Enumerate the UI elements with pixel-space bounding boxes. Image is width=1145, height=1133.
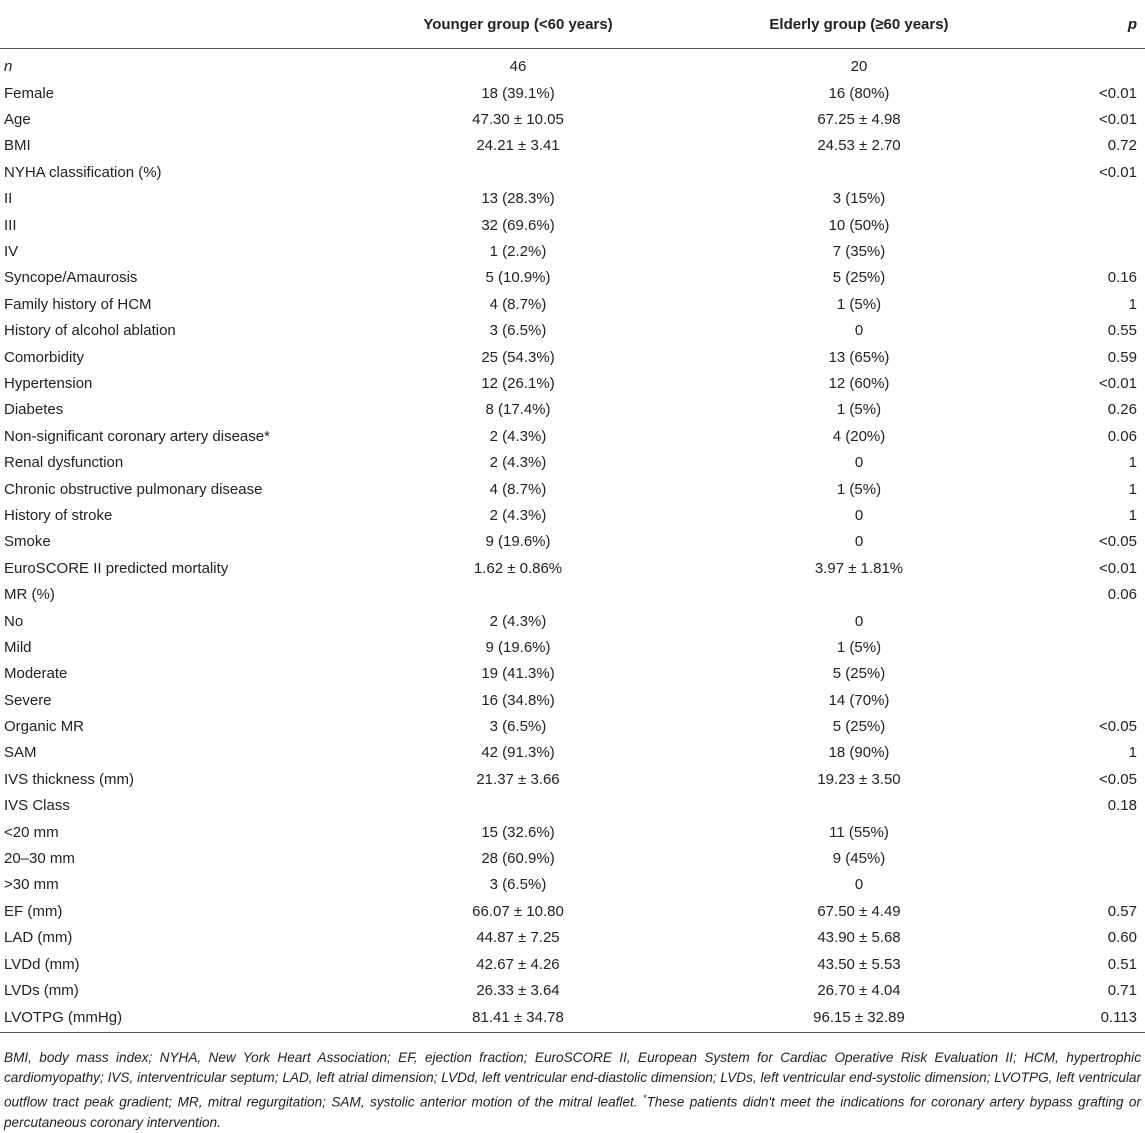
- row-label: NYHA classification (%): [4, 163, 162, 181]
- table-row: [0, 423, 1145, 449]
- p-value: [1004, 49, 1145, 81]
- younger-value: 42.67 ± 4.26: [476, 955, 560, 973]
- younger-value: 1 (2.2%): [489, 243, 547, 261]
- row-label: Hypertension: [4, 374, 93, 392]
- table-row: [0, 291, 1145, 317]
- younger-value: 4 (8.7%): [489, 295, 547, 313]
- table-row: [0, 872, 1145, 898]
- elderly-value: 10 (50%): [828, 216, 890, 234]
- row-label: IVS Class: [4, 797, 70, 815]
- row-label: Organic MR: [4, 718, 85, 736]
- row-label: >30 mm: [4, 876, 59, 894]
- p-value: <0.05: [1099, 770, 1137, 788]
- younger-value: 15 (32.6%): [481, 823, 555, 841]
- elderly-value: 5 (25%): [832, 665, 886, 683]
- younger-value: 47.30 ± 10.05: [472, 111, 564, 129]
- elderly-value: 12 (60%): [828, 374, 890, 392]
- row-label: 20–30 mm: [4, 850, 75, 868]
- p-value: [1004, 186, 1145, 212]
- row-label: EuroSCORE II predicted mortality: [4, 559, 229, 577]
- younger-value: 19 (41.3%): [481, 665, 555, 683]
- table-row: [0, 106, 1145, 132]
- elderly-value: 1 (5%): [836, 295, 882, 313]
- elderly-value: [714, 159, 1004, 185]
- younger-value: [322, 159, 714, 185]
- row-label: LVDd (mm): [4, 955, 80, 973]
- row-label: MR (%): [4, 586, 55, 604]
- table-row: [0, 397, 1145, 423]
- table-row: [0, 977, 1145, 1003]
- elderly-value: 11 (55%): [829, 823, 889, 841]
- row-label: LVDs (mm): [4, 981, 79, 999]
- table-row: [0, 713, 1145, 739]
- table-footnote: [4, 1048, 1141, 1133]
- table-row: [0, 212, 1145, 238]
- elderly-value: 14 (70%): [828, 691, 890, 709]
- elderly-value: 96.15 ± 32.89: [714, 1004, 1004, 1033]
- table-row: [0, 925, 1145, 951]
- table-row: [0, 1004, 1145, 1033]
- younger-value: [322, 793, 714, 819]
- row-label: History of alcohol ablation: [4, 322, 176, 340]
- elderly-value: [714, 793, 1004, 819]
- row-label: Age: [4, 111, 31, 129]
- table-row: [0, 793, 1145, 819]
- row-label: Diabetes: [4, 401, 64, 419]
- elderly-value: 67.50 ± 4.49: [817, 902, 901, 920]
- table-row: [0, 133, 1145, 159]
- younger-value: 1.62 ± 0.86%: [473, 559, 563, 577]
- p-value: 0.113: [1004, 1004, 1145, 1033]
- younger-value: 3 (6.5%): [489, 876, 547, 894]
- younger-value: 66.07 ± 10.80: [472, 902, 564, 920]
- header-label-col: [0, 0, 322, 49]
- younger-value: 42 (91.3%): [481, 744, 555, 762]
- p-value: 0.16: [1107, 269, 1137, 287]
- table-row: [0, 159, 1145, 185]
- younger-value: 46: [509, 58, 527, 75]
- younger-value: 2 (4.3%): [489, 454, 547, 472]
- header-p-value: p: [1004, 0, 1145, 49]
- younger-value: 2 (4.3%): [489, 506, 547, 524]
- table-row: [0, 502, 1145, 528]
- table-header: [0, 0, 1145, 49]
- elderly-value: 3 (15%): [832, 190, 886, 208]
- p-value: <0.01: [1099, 559, 1137, 577]
- elderly-value: 16 (80%): [828, 84, 890, 102]
- table-row: [0, 766, 1145, 792]
- row-label: EF (mm): [4, 902, 63, 920]
- header-younger-group: Younger group (<60 years): [322, 0, 714, 49]
- row-label: n: [4, 58, 13, 75]
- row-label: Non-significant coronary artery disease*: [4, 427, 270, 445]
- table-row: [0, 555, 1145, 581]
- p-value: [1004, 238, 1145, 264]
- row-label: Comorbidity: [4, 348, 85, 366]
- elderly-value: 0: [854, 454, 864, 472]
- elderly-value: 13 (65%): [828, 348, 890, 366]
- row-label: Renal dysfunction: [4, 454, 124, 472]
- p-value: 1: [1128, 295, 1137, 313]
- elderly-value: 0: [854, 612, 864, 630]
- table-row: [0, 951, 1145, 977]
- younger-value: 4 (8.7%): [489, 480, 547, 498]
- younger-value: 5 (10.9%): [485, 269, 551, 287]
- table-row: [0, 80, 1145, 106]
- p-value: 0.57: [1107, 902, 1137, 920]
- row-label: Female: [4, 84, 55, 102]
- row-label: IVS thickness (mm): [4, 770, 135, 788]
- p-value: [1004, 819, 1145, 845]
- row-label: Chronic obstructive pulmonary disease: [4, 480, 263, 498]
- table-row: [0, 238, 1145, 264]
- header-row: [0, 0, 1145, 49]
- table-row: [0, 740, 1145, 766]
- p-value: 0.72: [1107, 137, 1137, 155]
- p-value: <0.01: [1099, 111, 1137, 129]
- younger-value: 12 (26.1%): [481, 374, 555, 392]
- row-label: SAM: [4, 744, 37, 762]
- p-value: 1: [1128, 480, 1137, 498]
- younger-value: 25 (54.3%): [481, 348, 555, 366]
- elderly-value: 5 (25%): [832, 269, 886, 287]
- row-label: Mild: [4, 638, 32, 656]
- row-label: No: [4, 612, 24, 630]
- p-value: [1004, 634, 1145, 660]
- p-value: 0.06: [1107, 427, 1137, 445]
- table-row: [0, 661, 1145, 687]
- p-value: <0.01: [1099, 84, 1137, 102]
- elderly-value: 5 (25%): [832, 718, 886, 736]
- younger-value: 8 (17.4%): [485, 401, 551, 419]
- elderly-value: 26.70 ± 4.04: [817, 981, 901, 999]
- row-label: LVOTPG (mmHg): [0, 1004, 322, 1033]
- row-label: Moderate: [4, 665, 68, 683]
- table-row: [0, 581, 1145, 607]
- row-label: LAD (mm): [4, 929, 73, 947]
- table-row: [0, 529, 1145, 555]
- p-value: [1004, 687, 1145, 713]
- table-row: [0, 845, 1145, 871]
- p-value: [1004, 608, 1145, 634]
- table-row: [0, 186, 1145, 212]
- p-value: 1: [1128, 506, 1137, 524]
- footnote-abbreviations: BMI, body mass index; NYHA, New York Heart Association; EF, ejection fraction; EuroSCORE II, European System for Cardiac Operative Risk Evaluation II; HCM, hypertrophic cardiomyopathy; IVS, interventricular septum; LAD, left atrial dimension; LVDd, left ventricular end-diastolic dimension; LVDs, left ventricular end-systolic dimension; LVOTPG, left ventricular outflow tract peak gradient; MR, mitral regurgitation; SAM, systolic anterior motion of the mitral leaflet.: [4, 1050, 1141, 1110]
- younger-value: 3 (6.5%): [489, 322, 547, 340]
- table-row: [0, 344, 1145, 370]
- elderly-value: 43.90 ± 5.68: [817, 929, 901, 947]
- p-value: <0.01: [1099, 163, 1137, 181]
- younger-value: 9 (19.6%): [485, 638, 551, 656]
- elderly-value: 43.50 ± 5.53: [817, 955, 901, 973]
- elderly-value: 24.53 ± 2.70: [817, 137, 901, 155]
- younger-value: 9 (19.6%): [485, 533, 551, 551]
- elderly-value: 18 (90%): [828, 744, 890, 762]
- younger-value: 16 (34.8%): [481, 691, 555, 709]
- header-elderly-group: Elderly group (≥60 years): [714, 0, 1004, 49]
- p-value: [1004, 212, 1145, 238]
- elderly-value: 7 (35%): [832, 243, 886, 261]
- elderly-value: 1 (5%): [836, 480, 882, 498]
- younger-value: 2 (4.3%): [489, 612, 547, 630]
- elderly-value: 20: [850, 58, 868, 75]
- younger-value: 21.37 ± 3.66: [476, 770, 560, 788]
- younger-value: 44.87 ± 7.25: [476, 929, 560, 947]
- p-value: 0.55: [1107, 322, 1137, 340]
- table-row: [0, 265, 1145, 291]
- row-label: II: [4, 190, 13, 208]
- elderly-value: [714, 581, 1004, 607]
- younger-value: 28 (60.9%): [481, 850, 555, 868]
- table-row: [0, 318, 1145, 344]
- row-label: IV: [4, 243, 19, 261]
- p-value: 0.26: [1107, 401, 1137, 419]
- row-label: History of stroke: [4, 506, 113, 524]
- elderly-value: 0: [854, 322, 864, 340]
- table-row: [0, 608, 1145, 634]
- younger-value: 24.21 ± 3.41: [476, 137, 560, 155]
- younger-value: 32 (69.6%): [481, 216, 555, 234]
- elderly-value: 67.25 ± 4.98: [817, 111, 901, 129]
- elderly-value: 3.97 ± 1.81%: [814, 559, 904, 577]
- table-row: [0, 49, 1145, 81]
- p-value: 1: [1128, 454, 1137, 472]
- row-label: III: [4, 216, 17, 234]
- row-label: Smoke: [4, 533, 51, 551]
- elderly-value: 0: [854, 876, 864, 894]
- younger-value: 3 (6.5%): [489, 718, 547, 736]
- table-row: [0, 476, 1145, 502]
- row-label: Family history of HCM: [4, 295, 152, 313]
- younger-value: 13 (28.3%): [481, 190, 555, 208]
- elderly-value: 4 (20%): [832, 427, 886, 445]
- elderly-value: 0: [854, 506, 864, 524]
- younger-value: 26.33 ± 3.64: [476, 981, 560, 999]
- table-row: [0, 898, 1145, 924]
- elderly-value: 1 (5%): [836, 401, 882, 419]
- footnote-note: These patients didn't meet the indications for coronary artery bypass grafting or percutaneous coronary intervention.: [4, 1094, 1142, 1130]
- younger-value: 2 (4.3%): [489, 427, 547, 445]
- p-value: [1004, 661, 1145, 687]
- younger-value: 81.41 ± 34.78: [322, 1004, 714, 1033]
- elderly-value: 19.23 ± 3.50: [817, 770, 901, 788]
- p-value: <0.01: [1099, 374, 1137, 392]
- younger-value: 18 (39.1%): [481, 84, 555, 102]
- table-body: [0, 49, 1145, 1033]
- table-row: [0, 449, 1145, 475]
- table-row: [0, 370, 1145, 396]
- p-value: 0.60: [1107, 929, 1137, 947]
- p-value: [1004, 845, 1145, 871]
- elderly-value: 0: [854, 533, 864, 551]
- p-value: 0.71: [1107, 981, 1137, 999]
- footnote-marker: *: [642, 1093, 647, 1103]
- table-row: [0, 687, 1145, 713]
- table-row: [0, 634, 1145, 660]
- p-value: 1: [1128, 744, 1137, 762]
- p-value: 0.59: [1107, 348, 1137, 366]
- row-label: <20 mm: [4, 823, 59, 841]
- elderly-value: 9 (45%): [832, 850, 886, 868]
- p-value: 0.18: [1107, 797, 1137, 815]
- row-label: Severe: [4, 691, 52, 709]
- p-value: [1004, 872, 1145, 898]
- elderly-value: 1 (5%): [836, 638, 882, 656]
- p-value: <0.05: [1099, 533, 1137, 551]
- table-row: [0, 819, 1145, 845]
- row-label: BMI: [4, 137, 31, 155]
- younger-value: [322, 581, 714, 607]
- row-label: Syncope/Amaurosis: [4, 269, 138, 287]
- p-value: 0.51: [1107, 955, 1137, 973]
- p-value: 0.06: [1107, 586, 1137, 604]
- p-value: <0.05: [1099, 718, 1137, 736]
